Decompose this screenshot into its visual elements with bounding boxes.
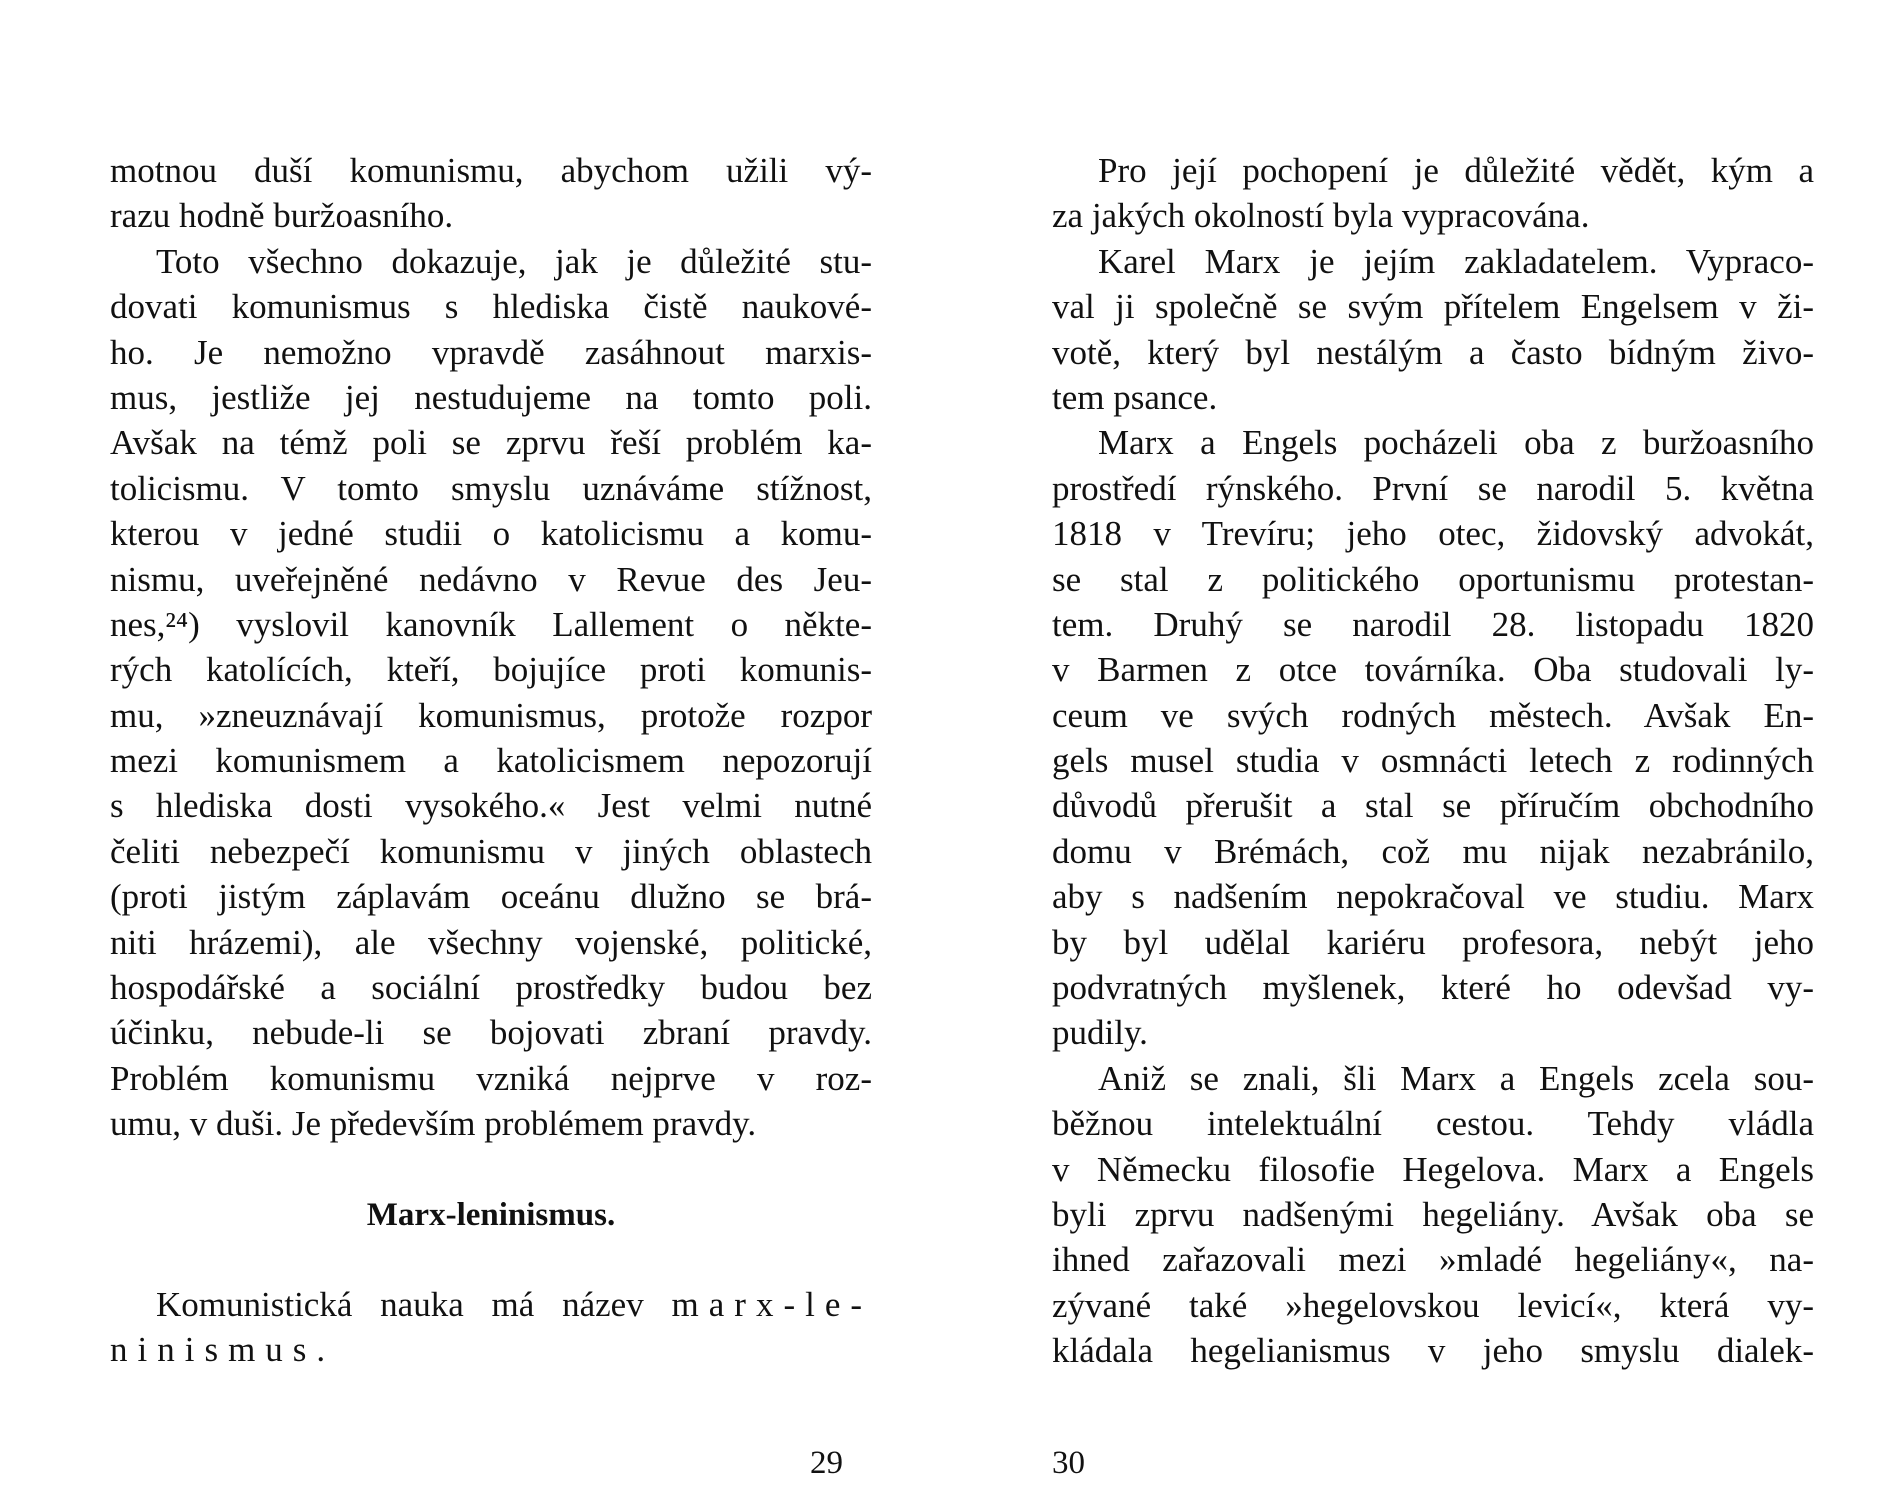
text-line: tem. Druhý se narodil 28. listopadu 1820: [1052, 604, 1814, 644]
text-line: podvratných myšlenek, které ho odevšad vy-: [1052, 968, 1814, 1008]
text-line: zývané také »hegelovskou levicí«, která vy-: [1052, 1285, 1814, 1325]
text-line: čeliti nebezpečí komunismu v jiných oblastech: [110, 831, 872, 871]
text-line: v Německu filosofie Hegelova. Marx a Engels: [1052, 1149, 1814, 1189]
text-line: nismu, uveřejněné nedávno v Revue des Jeu-: [110, 559, 872, 599]
text-line: val ji společně se svým přítelem Engelsem v ži-: [1052, 287, 1814, 327]
text-line: nes,²⁴) vyslovil kanovník Lallement o někte-: [110, 604, 872, 644]
text-line: aby s nadšením nepokračoval ve studiu. Marx: [1052, 877, 1814, 917]
text-line: s hlediska dosti vysokého.« Jest velmi nutné: [110, 786, 872, 826]
text-line: tolicismu. V tomto smyslu uznáváme stížnost,: [110, 468, 872, 508]
text-line: niti hrázemi), ale všechny vojenské, politické,: [110, 922, 872, 962]
text-line: ho. Je nemožno vpravdě zasáhnout marxis-: [110, 332, 872, 372]
text-line: rých katolících, kteří, bojujíce proti komunis-: [110, 650, 872, 690]
right-paragraph-2: [1052, 239, 1814, 421]
page-number-right: 30: [1052, 1445, 1085, 1481]
spaced-term: marx-le-: [671, 1284, 873, 1324]
text-line: ceum ve svých rodných městech. Avšak En-: [1052, 695, 1814, 735]
text-line: byli zprvu nadšenými hegeliány. Avšak oba se: [1052, 1194, 1814, 1234]
text-line: Toto všechno dokazuje, jak je důležité stu-: [156, 241, 872, 281]
text-line: 1818 v Trevíru; jeho otec, židovský advokát,: [1052, 514, 1814, 554]
text-line: [110, 1282, 872, 1327]
right-paragraph-1: [1052, 148, 1814, 239]
text-line: mus, jestliže jej nestudujeme na tomto poli.: [110, 377, 872, 417]
right-page: [1052, 148, 1814, 1374]
left-page: [110, 148, 872, 1373]
text-line: Marx a Engels pocházeli oba z buržoasního: [1098, 423, 1814, 463]
text-line: Problém komunismu vzniká nejprve v roz-: [110, 1058, 872, 1098]
text-line: běžnou intelektuální cestou. Tehdy vládla: [1052, 1104, 1814, 1144]
left-paragraph-3: [110, 1282, 872, 1373]
text-line: [110, 1327, 872, 1372]
text-line: ihned zařazovali mezi »mladé hegeliány«, na-: [1052, 1240, 1814, 1280]
page-number-left: 29: [810, 1445, 843, 1481]
text-line: hospodářské a sociální prostředky budou bez: [110, 968, 872, 1008]
text-line: kládala hegelianismus v jeho smyslu dialek-: [1052, 1331, 1814, 1371]
text-segment: Komunistická nauka má název: [156, 1284, 644, 1324]
text-line: Avšak na témž poli se zprvu řeší problém ka-: [110, 423, 872, 463]
text-line: mezi komunismem a katolicismem nepozorují: [110, 741, 872, 781]
text-line: domu v Brémách, což mu nijak nezabránilo,: [1052, 831, 1814, 871]
text-line: motnou duší komunismu, abychom užili vý-: [110, 151, 872, 190]
right-paragraph-3: [1052, 420, 1814, 1055]
left-paragraph-1: [110, 148, 872, 239]
spaced-term: ninismus.: [110, 1330, 336, 1370]
text-line: tem psance.: [1052, 377, 1218, 417]
text-line: votě, který byl nestálým a často bídným živo-: [1052, 332, 1814, 372]
text-line: důvodů přerušit a stal se příručím obchodního: [1052, 786, 1814, 826]
text-line: Aniž se znali, šli Marx a Engels zcela sou-: [1098, 1058, 1814, 1098]
text-line: (proti jistým záplavám oceánu dlužno se brá-: [110, 877, 872, 917]
text-line: účinku, nebude-li se bojovati zbraní pravdy.: [110, 1013, 872, 1053]
text-line: prostředí rýnského. První se narodil 5. května: [1052, 468, 1814, 508]
text-line: kterou v jedné studii o katolicismu a komu-: [110, 514, 872, 554]
text-line: by byl udělal kariéru profesora, nebýt jeho: [1052, 922, 1814, 962]
left-paragraph-2: [110, 239, 872, 1147]
right-paragraph-4: [1052, 1056, 1814, 1374]
text-line: Karel Marx je jejím zakladatelem. Vypraco-: [1098, 241, 1814, 281]
text-line: dovati komunismus s hlediska čistě naukové-: [110, 287, 872, 327]
text-line: za jakých okolností byla vypracována.: [1052, 196, 1590, 236]
text-line: se stal z politického oportunismu protestan-: [1052, 559, 1814, 599]
section-heading: Marx-leninismus.: [366, 1196, 616, 1233]
text-line: razu hodně buržoasního.: [110, 196, 454, 236]
text-line: umu, v duši. Je především problémem pravdy.: [110, 1104, 757, 1144]
text-line: Pro její pochopení je důležité vědět, kým a: [1098, 151, 1814, 190]
text-line: mu, »zneuznávají komunismus, protože rozpor: [110, 695, 872, 735]
text-line: v Barmen z otce továrníka. Oba studovali ly-: [1052, 650, 1814, 690]
text-line: gels musel studia v osmnácti letech z rodinných: [1052, 741, 1814, 781]
text-line: pudily.: [1052, 1013, 1148, 1053]
